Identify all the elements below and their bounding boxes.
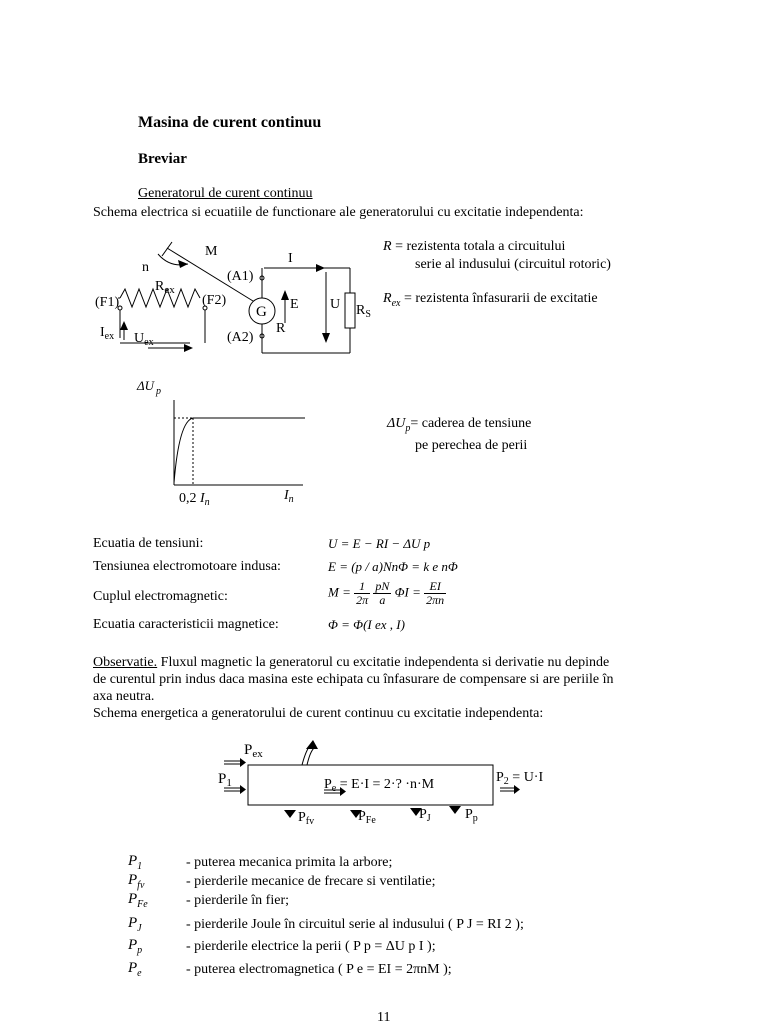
legend-desc-Pfv: - pierderile mecanice de frecare si ventilatie; <box>186 874 436 889</box>
label-F1: (F1) <box>95 295 120 310</box>
eq-torque-label: Cuplul electromagnetic: <box>93 589 228 604</box>
eq-magnetic-label: Ecuatia caracteristicii magnetice: <box>93 617 279 632</box>
page-number: 11 <box>377 1010 391 1025</box>
def-R: R = rezistenta totala a circuitului <box>383 239 566 254</box>
label-I: I <box>288 251 293 266</box>
circuit-diagram <box>90 228 380 358</box>
legend-desc-PFe: - pierderile în fier; <box>186 893 290 908</box>
legend-desc-Pp: - pierderile electrice la perii ( P p = ΔU p I ); <box>186 939 436 954</box>
label-Rex: $R_{ex}$ <box>155 279 175 296</box>
brush-drop-graph <box>135 375 335 510</box>
page-title: Masina de curent continuu <box>138 114 322 131</box>
eq-magnetic-formula: Φ = Φ(I ex , I) <box>328 617 405 632</box>
section-heading: Generatorul de curent continuu <box>138 186 313 201</box>
legend-sym-Pe: $P_e$ <box>128 960 142 979</box>
legend-desc-P1: - puterea mecanica primita la arbore; <box>186 855 393 870</box>
label-Rs: $R_S$ <box>356 303 371 320</box>
label-Uex: $U_{ex}$ <box>134 331 154 348</box>
eq-emf-label: Tensiunea electromotoare indusa: <box>93 559 281 574</box>
energy-Pfv: $P_{fv}$ <box>298 810 315 827</box>
energy-Pex: $P_{ex}$ <box>244 742 263 760</box>
label-M: M <box>205 244 218 259</box>
energy-Pp: $P_p$ <box>465 807 478 824</box>
energy-PFe: $P_{Fe}$ <box>358 809 376 826</box>
legend-desc-Pe: - puterea electromagnetica ( P e = EI = 2πnM ); <box>186 962 452 977</box>
legend-desc-PJ: - pierderile Joule în circuitul serie al indusului ( P J = RI 2 ); <box>186 917 524 932</box>
graph-tick-In: $I_n$ <box>284 488 294 505</box>
energy-P2: $P_2 = U\cdot I$ <box>496 770 544 787</box>
label-n: n <box>142 260 149 275</box>
eq-voltage-label: Ecuatia de tensiuni: <box>93 536 204 551</box>
eq-voltage-formula: U = E − RI − ΔU p <box>328 536 431 551</box>
observation-line1: Observatie. Fluxul magnetic la generatorul cu excitatie independenta si derivatie nu depinde <box>93 655 610 670</box>
energy-P1: $P_1$ <box>218 771 232 789</box>
label-R: R <box>276 321 286 336</box>
observation-line2: de curentul prin indus daca masina este echipata cu înfasurare de compensare si are periile în <box>93 672 614 687</box>
legend-sym-PJ: $P_J$ <box>128 915 142 934</box>
energy-PJ: $P_J$ <box>419 807 431 824</box>
label-A2: (A2) <box>227 330 254 345</box>
legend-sym-P1: $P_1$ <box>128 853 143 872</box>
legend-sym-Pp: $P_p$ <box>128 937 143 956</box>
subtitle: Breviar <box>138 151 187 167</box>
label-A1: (A1) <box>227 269 254 284</box>
def-Rex: $R_{ex}$ = rezistenta înfasurarii de excitatie <box>383 291 598 309</box>
def-deltaUp: $\Delta U_p=$ caderea de tensiune <box>387 416 532 434</box>
graph-tick-02In: 0,2 $I_n$ <box>179 491 210 508</box>
def-R-cont: serie al indusului (circuitul rotoric) <box>415 257 611 272</box>
label-F2: (F2) <box>202 293 227 308</box>
observation-line3: axa neutra. <box>93 689 155 704</box>
energy-intro: Schema energetica a generatorului de curent continuu cu excitatie independenta: <box>93 706 544 721</box>
energy-diagram <box>210 738 560 830</box>
label-Iex: $I_{ex}$ <box>100 325 115 342</box>
legend-sym-PFe: $P_{Fe}$ <box>128 891 148 910</box>
def-deltaUp-cont: pe perechea de perii <box>415 438 528 453</box>
intro-text: Schema electrica si ecuatiile de functionare ale generatorului cu excitatie independenta: <box>93 205 584 220</box>
energy-Pe: $P_e = E\cdot I = 2\cdot$? ·n·M <box>324 777 435 794</box>
legend-sym-Pfv: $P_{fv}$ <box>128 872 145 891</box>
eq-emf-formula: E = (p / a)NnΦ = k e nΦ <box>328 559 458 574</box>
eq-torque-formula: M = $\frac{1}{2\pi}$ $\frac{pN}{a}$ ΦI = $\frac{EI}{2\pi n}$ <box>328 579 445 607</box>
label-U: U <box>330 297 341 312</box>
label-G: G <box>256 304 267 320</box>
label-E: E <box>290 297 299 312</box>
graph-ylabel: ΔU $_p$ <box>137 378 162 397</box>
